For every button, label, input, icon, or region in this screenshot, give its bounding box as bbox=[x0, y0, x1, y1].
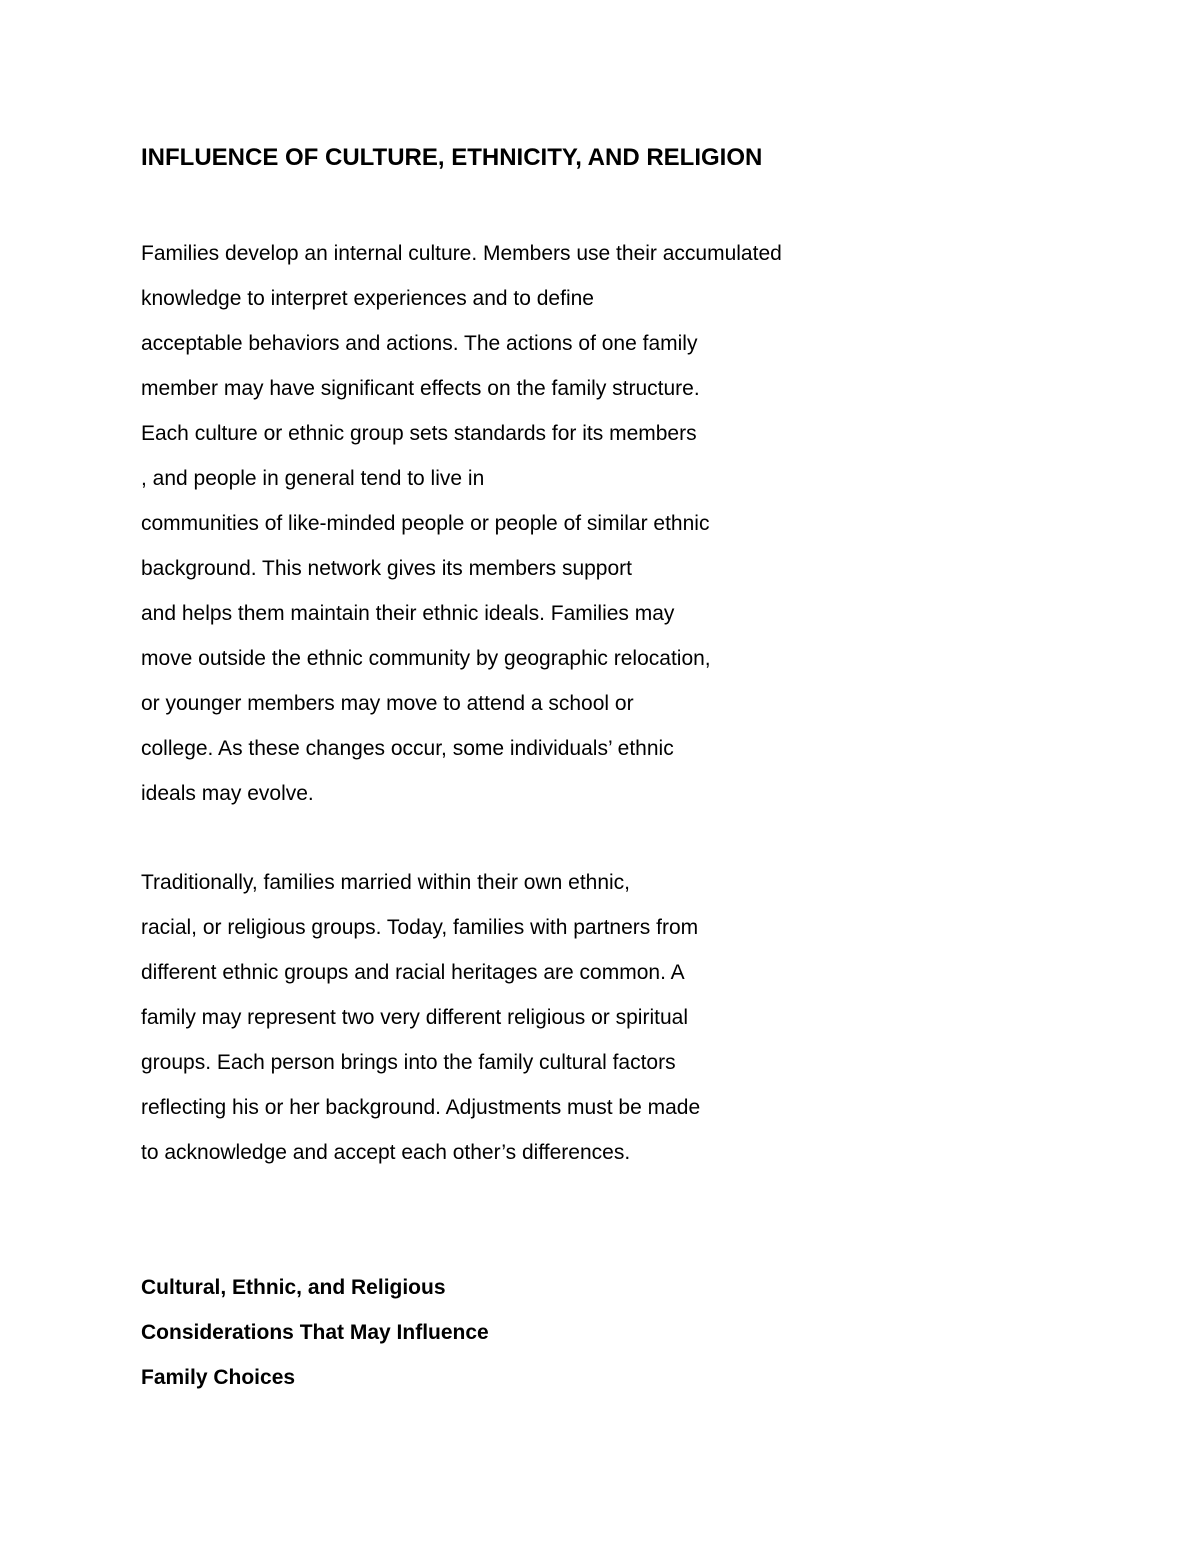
text-line: or younger members may move to attend a school or bbox=[141, 692, 634, 715]
paragraph-culture bbox=[141, 231, 1041, 816]
text-line: member may have significant effects on the family structure. bbox=[141, 377, 700, 400]
text-line: Each culture or ethnic group sets standards for its members bbox=[141, 422, 697, 445]
text-line: move outside the ethnic community by geographic relocation, bbox=[141, 647, 711, 670]
section-subheading bbox=[141, 1265, 1041, 1400]
text-line: background. This network gives its members support bbox=[141, 557, 632, 580]
text-line: different ethnic groups and racial heritages are common. A bbox=[141, 961, 685, 984]
text-line: to acknowledge and accept each other’s differences. bbox=[141, 1141, 631, 1164]
text-line: knowledge to interpret experiences and to define bbox=[141, 287, 594, 310]
subheading-line: Cultural, Ethnic, and Religious bbox=[141, 1276, 446, 1299]
text-line: college. As these changes occur, some individuals’ ethnic bbox=[141, 737, 674, 760]
document-title: INFLUENCE OF CULTURE, ETHNICITY, AND RELIGION bbox=[141, 144, 763, 171]
text-line: acceptable behaviors and actions. The actions of one family bbox=[141, 332, 698, 355]
text-line: family may represent two very different religious or spiritual bbox=[141, 1006, 688, 1029]
text-line: ideals may evolve. bbox=[141, 782, 314, 805]
text-line: racial, or religious groups. Today, families with partners from bbox=[141, 916, 699, 939]
text-line: and helps them maintain their ethnic ideals. Families may bbox=[141, 602, 675, 625]
text-line: Families develop an internal culture. Members use their accumulated bbox=[141, 242, 782, 265]
text-line: , and people in general tend to live in bbox=[141, 467, 485, 490]
text-line: communities of like-minded people or people of similar ethnic bbox=[141, 512, 710, 535]
paragraph-traditionally bbox=[141, 860, 1041, 1175]
text-line: reflecting his or her background. Adjustments must be made bbox=[141, 1096, 701, 1119]
document-content bbox=[141, 140, 1041, 1400]
text-line: Traditionally, families married within their own ethnic, bbox=[141, 871, 631, 894]
subheading-line: Family Choices bbox=[141, 1366, 296, 1389]
text-line: groups. Each person brings into the family cultural factors bbox=[141, 1051, 676, 1074]
subheading-line: Considerations That May Influence bbox=[141, 1321, 489, 1344]
